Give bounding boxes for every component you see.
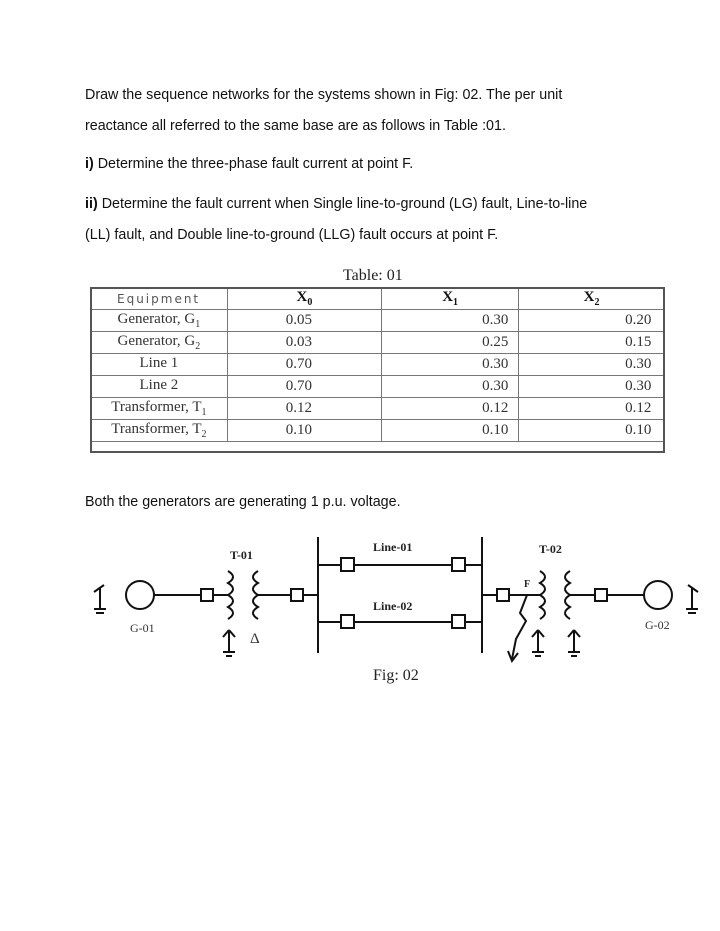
header-x0: $X_0$ — [227, 288, 381, 310]
breaker-icon — [341, 558, 354, 571]
part-ii-text-line-1: Determine the fault current when Single line-to-ground (LG) fault, Line-to-line — [101, 196, 588, 212]
x1-value: 0.30 — [382, 310, 519, 332]
label-line01: Line-01 — [373, 540, 413, 554]
table-row — [91, 332, 665, 354]
table-row — [91, 376, 665, 398]
transformer-t02-primary-icon — [540, 571, 545, 619]
breaker-icon — [595, 589, 607, 601]
x1-value: 0.10 — [382, 420, 519, 442]
equipment-name: Line 1 — [91, 354, 228, 376]
generator-g01-icon — [126, 581, 154, 609]
x1-value: 0.12 — [382, 398, 519, 420]
x1-value: 0.25 — [382, 332, 519, 354]
table-row — [91, 420, 665, 442]
intro-line-2: reactance all referred to the same base are as follows in Table :01. — [85, 118, 506, 134]
equipment-name: Transformer, $T_1$ — [91, 398, 228, 420]
header-equipment: Equipment — [91, 288, 228, 310]
equipment-name: Line 2 — [91, 376, 228, 398]
transformer-t02-secondary-icon — [565, 571, 570, 619]
x0-value: 0.12 — [227, 398, 381, 420]
table-caption: Table: 01 — [343, 267, 403, 284]
table-row — [91, 310, 665, 332]
note-text: Both the generators are generating 1 p.u. voltage. — [85, 494, 401, 510]
generator-g02-icon — [644, 581, 672, 609]
intro-line-1: Draw the sequence networks for the systems shown in Fig: 02. The per unit — [85, 87, 563, 103]
x2-value: 0.10 — [519, 420, 665, 442]
part-ii-text-line-2: (LL) fault, and Double line-to-ground (LLG) fault occurs at point F. — [85, 227, 499, 243]
x2-value: 0.15 — [519, 332, 665, 354]
x0-value: 0.05 — [227, 310, 381, 332]
label-line02: Line-02 — [373, 599, 413, 613]
g02-grounding-icon — [686, 585, 698, 613]
header-x2: $X_2$ — [519, 288, 665, 310]
label-t02: T-02 — [539, 542, 562, 556]
x2-value: 0.20 — [519, 310, 665, 332]
transformer-t01-secondary-icon — [253, 571, 258, 619]
table-row — [91, 398, 665, 420]
equipment-name: Generator, $G_2$ — [91, 332, 228, 354]
t01-wye-ground-icon — [223, 630, 235, 656]
part-i-text: Determine the three-phase fault current at point F. — [97, 156, 414, 172]
x1-value: 0.30 — [382, 354, 519, 376]
part-i-label: i) — [85, 156, 94, 172]
breaker-icon — [201, 589, 213, 601]
delta-symbol: Δ — [250, 631, 260, 647]
label-g01: G-01 — [130, 621, 155, 635]
table-header-row — [91, 288, 665, 310]
x0-value: 0.10 — [227, 420, 381, 442]
label-fault-point: F — [524, 579, 531, 590]
figure-caption: Fig: 02 — [373, 667, 419, 684]
equipment-name: Generator, $G_1$ — [91, 310, 228, 332]
transformer-t01-primary-icon — [228, 571, 233, 619]
label-g02: G-02 — [645, 618, 670, 632]
x2-value: 0.12 — [519, 398, 665, 420]
x2-value: 0.30 — [519, 354, 665, 376]
x2-value: 0.30 — [519, 376, 665, 398]
breaker-icon — [452, 558, 465, 571]
breaker-icon — [291, 589, 303, 601]
g01-grounding-icon — [94, 585, 106, 613]
table-row — [91, 354, 665, 376]
label-t01: T-01 — [230, 548, 253, 562]
breaker-icon — [341, 615, 354, 628]
part-ii — [85, 196, 587, 212]
part-ii-label: ii) — [85, 196, 98, 212]
breaker-icon — [497, 589, 509, 601]
header-x1: $X_1$ — [382, 288, 519, 310]
part-i — [85, 156, 413, 172]
x1-value: 0.30 — [382, 376, 519, 398]
x0-value: 0.70 — [227, 376, 381, 398]
breaker-icon — [452, 615, 465, 628]
reactance-table — [90, 287, 665, 442]
x0-value: 0.70 — [227, 354, 381, 376]
x0-value: 0.03 — [227, 332, 381, 354]
equipment-name: Transformer, $T_2$ — [91, 420, 228, 442]
fault-lightning-icon — [512, 595, 527, 659]
t02-primary-wye-ground-icon — [532, 630, 544, 656]
t02-secondary-wye-ground-icon — [568, 630, 580, 656]
